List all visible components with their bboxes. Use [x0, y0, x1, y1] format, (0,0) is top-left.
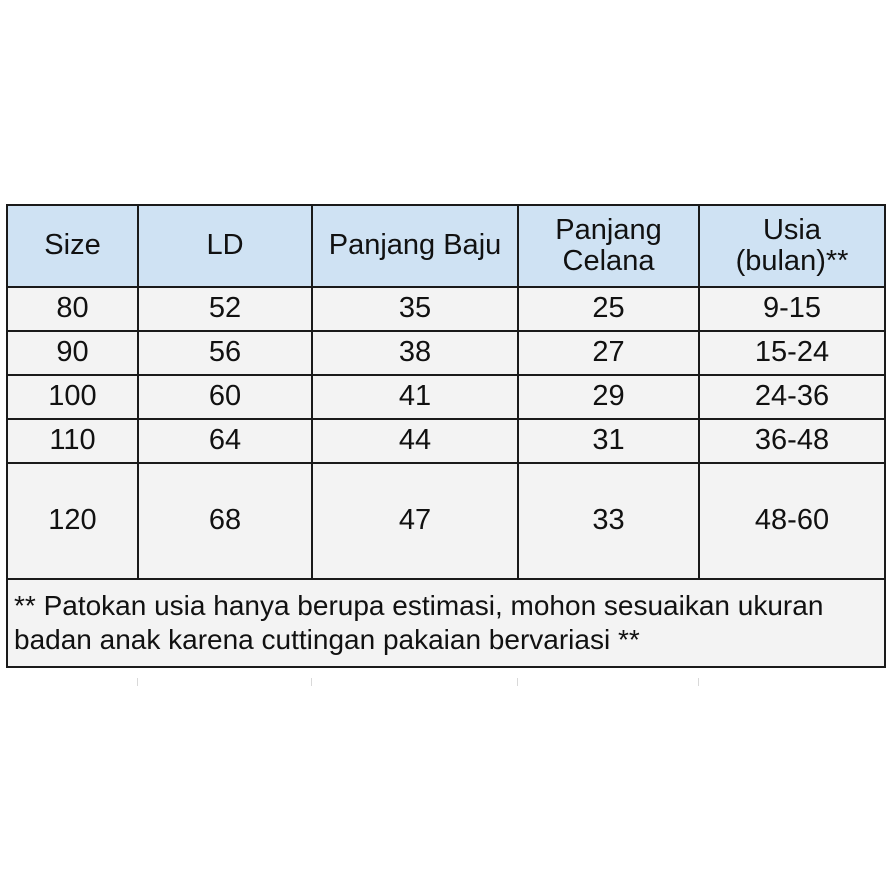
- header-panjang-celana: Panjang Celana: [518, 205, 699, 287]
- cell-panjang-baju: 38: [312, 331, 518, 375]
- cell-size: 100: [7, 375, 138, 419]
- gridline: [517, 678, 518, 686]
- cell-size: 110: [7, 419, 138, 463]
- header-ld: LD: [138, 205, 312, 287]
- cell-usia: 36-48: [699, 419, 885, 463]
- table-row: [7, 463, 885, 579]
- cell-panjang-baju: 41: [312, 375, 518, 419]
- cell-panjang-baju: 35: [312, 287, 518, 331]
- cell-panjang-celana: 27: [518, 331, 699, 375]
- cell-size: 80: [7, 287, 138, 331]
- cell-usia: 15-24: [699, 331, 885, 375]
- header-panjang-baju: Panjang Baju: [312, 205, 518, 287]
- cell-usia: 9-15: [699, 287, 885, 331]
- cell-usia: 48-60: [699, 463, 885, 579]
- cell-size: 90: [7, 331, 138, 375]
- note-row: [7, 579, 885, 667]
- table-row: [7, 331, 885, 375]
- note-text: ** Patokan usia hanya berupa estimasi, mohon sesuaikan ukuran badan anak karena cuttingan pakaian bervariasi **: [7, 579, 885, 667]
- cell-panjang-celana: 33: [518, 463, 699, 579]
- cell-panjang-celana: 31: [518, 419, 699, 463]
- table-row: [7, 287, 885, 331]
- cell-ld: 68: [138, 463, 312, 579]
- table-row: [7, 419, 885, 463]
- cell-panjang-baju: 44: [312, 419, 518, 463]
- gridline: [137, 678, 138, 686]
- cell-ld: 64: [138, 419, 312, 463]
- cell-usia: 24-36: [699, 375, 885, 419]
- cell-ld: 56: [138, 331, 312, 375]
- cell-panjang-baju: 47: [312, 463, 518, 579]
- cell-panjang-celana: 25: [518, 287, 699, 331]
- table-row: [7, 375, 885, 419]
- header-row: [7, 205, 885, 287]
- header-usia: Usia (bulan)**: [699, 205, 885, 287]
- cell-size: 120: [7, 463, 138, 579]
- cell-ld: 60: [138, 375, 312, 419]
- gridline: [698, 678, 699, 686]
- cell-ld: 52: [138, 287, 312, 331]
- size-chart-table: [6, 204, 886, 668]
- cell-panjang-celana: 29: [518, 375, 699, 419]
- header-size: Size: [7, 205, 138, 287]
- gridline: [311, 678, 312, 686]
